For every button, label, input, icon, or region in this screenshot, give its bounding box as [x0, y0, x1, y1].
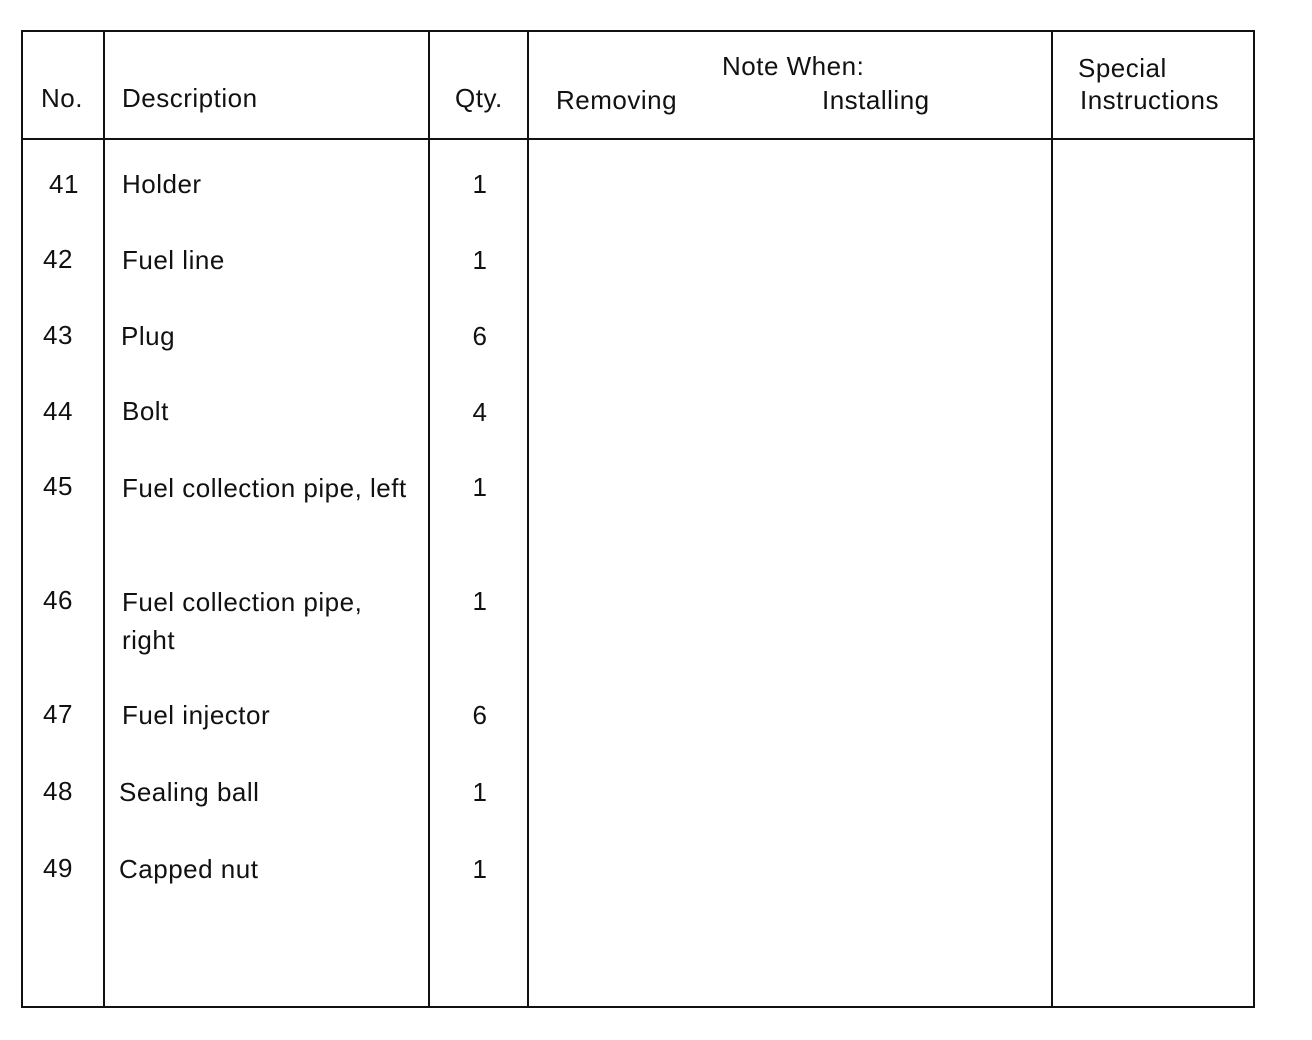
parts-table [21, 30, 1255, 1008]
row-description: Capped nut [119, 854, 259, 884]
header-description: Description [122, 83, 258, 113]
row-qty: 1 [472, 472, 488, 502]
row-qty: 1 [472, 169, 488, 199]
header-special: Special [1078, 53, 1167, 83]
row-qty: 1 [472, 854, 488, 884]
row-description: Bolt [122, 396, 169, 426]
column-divider-no [103, 30, 105, 1008]
row-no: 41 [49, 169, 79, 199]
column-divider-note [1051, 30, 1053, 1008]
row-qty: 1 [472, 586, 488, 616]
row-qty: 1 [472, 245, 488, 275]
row-no: 48 [43, 776, 73, 806]
row-description: Fuel collection pipe, left [122, 473, 407, 503]
row-description: Holder [122, 169, 202, 199]
row-description: Plug [121, 321, 176, 351]
column-divider-description [428, 30, 430, 1008]
row-no: 43 [43, 320, 73, 350]
column-divider-qty [527, 30, 529, 1008]
header-instructions: Instructions [1080, 85, 1219, 115]
row-description: Fuel line [122, 245, 225, 275]
row-description: Sealing ball [119, 777, 260, 807]
header-installing: Installing [822, 85, 930, 115]
row-no: 42 [43, 244, 73, 274]
row-no: 47 [43, 699, 73, 729]
row-description: Fuel injector [122, 700, 271, 730]
row-no: 49 [43, 853, 73, 883]
header-no: No. [41, 83, 83, 113]
row-qty: 1 [472, 777, 488, 807]
row-qty: 4 [472, 397, 488, 427]
row-no: 45 [43, 471, 73, 501]
header-note-when: Note When: [722, 51, 865, 81]
row-no: 44 [43, 396, 73, 426]
row-no: 46 [43, 585, 73, 615]
row-description: Fuel collection pipe, right [122, 587, 363, 655]
row-qty: 6 [472, 321, 488, 351]
header-qty: Qty. [455, 83, 503, 113]
header-removing: Removing [556, 85, 678, 115]
row-qty: 6 [472, 700, 488, 730]
header-divider [23, 138, 1253, 140]
